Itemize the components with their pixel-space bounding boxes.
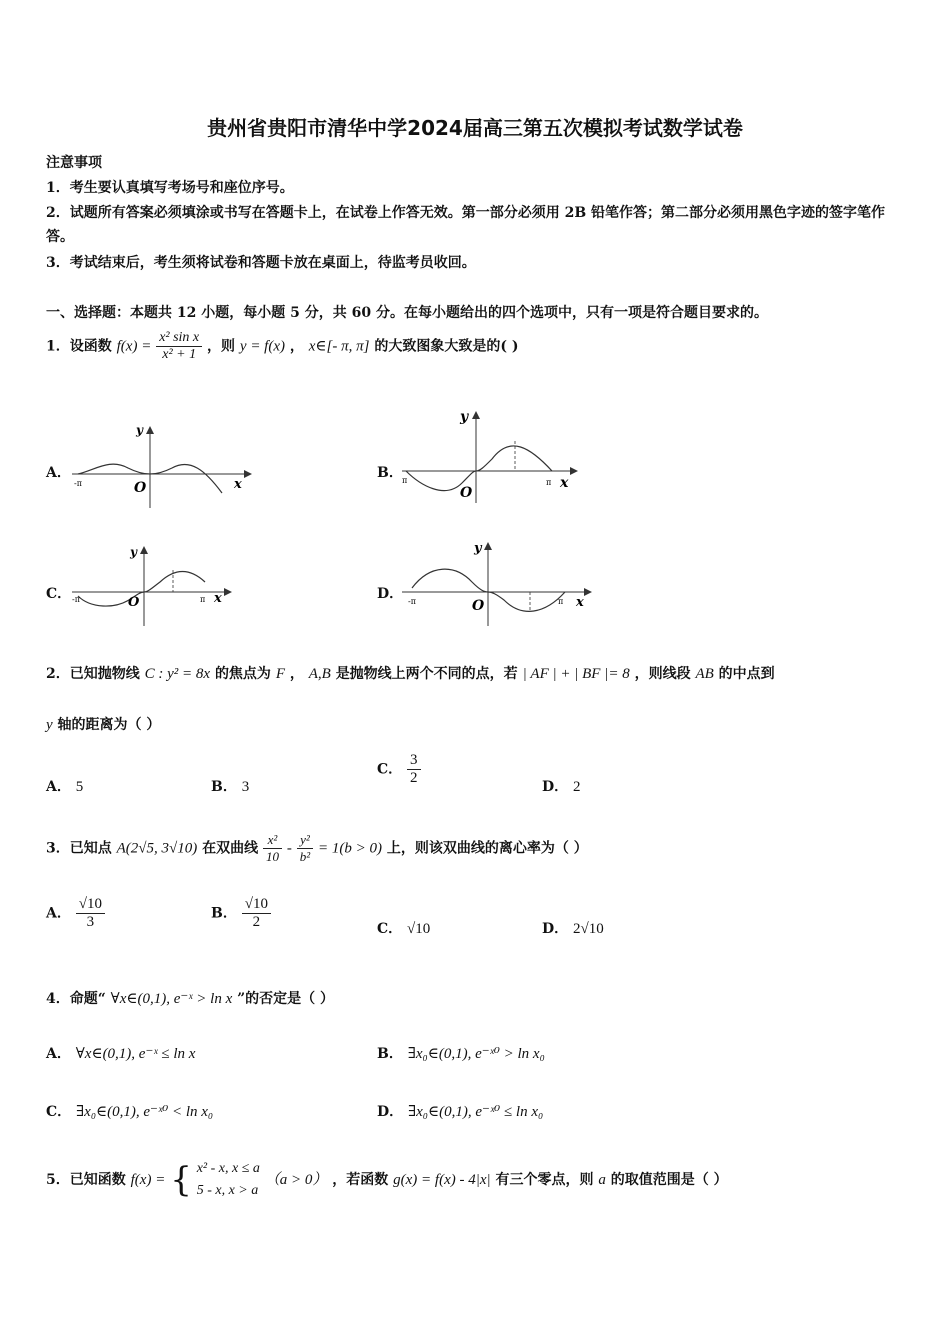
- graph-d-y-arrow: [484, 542, 492, 550]
- question-5: [46, 1158, 728, 1202]
- q3-option-b[interactable]: [211, 896, 271, 931]
- q3-option-c[interactable]: [377, 918, 430, 938]
- q2-text-3: 是抛物线上两个不同的点，若: [335, 666, 518, 682]
- graph-c-x-label: x: [214, 591, 222, 606]
- q5-cases: [197, 1158, 260, 1202]
- q3-text-1: 在双曲线: [202, 840, 259, 857]
- q3-option-a[interactable]: [46, 896, 105, 931]
- q4-option-d-label: D．: [377, 1104, 404, 1120]
- graph-c-y-arrow: [140, 546, 148, 554]
- q2-curve: C : y² = 8x: [144, 666, 211, 682]
- q1-fraction: [156, 330, 202, 363]
- q2-option-d-label: D．: [542, 779, 569, 795]
- q5-g: g(x) = f(x) - 4|x|: [393, 1172, 491, 1188]
- q4-option-c-value: ∃x₀∈(0,1), e⁻ˣ⁰ < ln x₀: [76, 1104, 214, 1120]
- graph-c-y-label: y: [130, 545, 137, 559]
- graph-a-origin: O: [134, 480, 147, 496]
- q4-option-a-label: A．: [46, 1046, 71, 1062]
- q3-minus: -: [286, 840, 292, 857]
- q2-text-4: ，则线段: [634, 666, 691, 682]
- q4-option-d[interactable]: [377, 1101, 543, 1121]
- graph-c-origin: O: [128, 595, 140, 610]
- q3-option-c-value: √10: [407, 921, 431, 937]
- q2-option-a-value: 5: [75, 779, 84, 795]
- q2-text-1: 的焦点为: [214, 666, 271, 682]
- q3-frac-2-num: y²: [297, 832, 313, 849]
- q2-option-b-label: B．: [211, 779, 237, 795]
- q2-option-d[interactable]: [542, 776, 581, 796]
- q4-option-b[interactable]: [377, 1043, 545, 1063]
- notice-item-3: 3．考试结束后，考生须将试卷和答题卡放在桌面上，待监考员收回。: [46, 255, 476, 271]
- notice-heading: 注意事项: [46, 155, 102, 171]
- q1-graph-b[interactable]: [400, 405, 590, 510]
- section-heading: 一、选择题：本题共 12 小题，每小题 5 分，共 60 分。在每小题给出的四个选项中，只有一项是符合题目要求的。: [46, 305, 768, 321]
- q2-yvar: y: [46, 717, 53, 733]
- q3-frac-1: [263, 832, 282, 865]
- q4-option-b-label: B．: [377, 1046, 403, 1062]
- q1-mid: ，则: [207, 338, 236, 355]
- q1-prefix: 1．设函数: [46, 338, 112, 355]
- q1-option-a-label[interactable]: A．: [46, 465, 71, 481]
- graph-a-left-tick: -π: [74, 479, 82, 488]
- graph-a-x-label: x: [234, 477, 242, 492]
- q3-frac-2-den: b²: [299, 849, 311, 864]
- q3-point: A(2√5, 3√10): [116, 840, 198, 857]
- q2-condition: | AF | + | BF |= 8: [522, 666, 630, 682]
- graph-d-y-label: y: [474, 541, 482, 556]
- graph-c-x-arrow: [224, 588, 232, 596]
- question-2-line-2: [46, 714, 160, 734]
- q2-option-c-fraction: [407, 752, 421, 787]
- q2-text-2: ，: [289, 666, 304, 682]
- q3-prefix: 3．已知点: [46, 840, 112, 857]
- q4-proposition: ∀x∈(0,1), e⁻ˣ > ln x: [110, 991, 233, 1007]
- question-3: [46, 832, 588, 865]
- graph-a-y-label: y: [136, 423, 143, 437]
- q5-condition: （a > 0）: [264, 1172, 328, 1188]
- q2-option-c-label: C．: [377, 761, 403, 778]
- q3-frac-2: [297, 832, 313, 865]
- q5-text-3: 的取值范围是（ ）: [610, 1172, 728, 1188]
- q5-case-1: x² - x, x ≤ a: [196, 1161, 260, 1176]
- q4-option-a-value: ∀x∈(0,1), e⁻ˣ ≤ ln x: [75, 1046, 196, 1062]
- graph-b-left-tick: π: [402, 476, 408, 485]
- q3-option-a-label: A．: [46, 905, 71, 922]
- q3-option-d-label: D．: [542, 921, 569, 937]
- graph-b-y-label: y: [460, 409, 469, 425]
- q1-tail: 的大致图象大致是的( ): [374, 338, 519, 355]
- q5-text-2: 有三个零点，则: [495, 1172, 594, 1188]
- graph-b-origin: O: [460, 485, 473, 501]
- q3-option-b-num: √10: [242, 896, 271, 914]
- q2-focus: F: [275, 666, 285, 682]
- graph-b-curve: [406, 446, 552, 491]
- q3-option-c-label: C．: [377, 921, 403, 937]
- q2-option-b-value: 3: [241, 779, 250, 795]
- q4-option-c-label: C．: [46, 1104, 72, 1120]
- graph-b-x-label: x: [560, 475, 569, 491]
- graph-a-y-arrow: [146, 426, 154, 434]
- q2-option-b[interactable]: [211, 776, 249, 796]
- graph-d-x-label: x: [576, 595, 584, 610]
- q3-text-2: 上，则该双曲线的离心率为（ ）: [386, 840, 588, 857]
- q1-comma: ，: [289, 338, 304, 355]
- graph-a-x-arrow: [244, 470, 252, 478]
- q1-y: y = f(x): [239, 338, 286, 355]
- q2-text-6: 轴的距离为（ ）: [57, 717, 161, 733]
- q3-option-d-value: 2√10: [573, 921, 604, 937]
- q4-option-d-value: ∃x₀∈(0,1), e⁻ˣ⁰ ≤ ln x₀: [408, 1104, 544, 1120]
- q3-option-a-num: √10: [76, 896, 105, 914]
- q2-text-5: 的中点到: [718, 666, 775, 682]
- q2-option-a[interactable]: [46, 776, 83, 796]
- q3-option-b-den: 2: [252, 914, 261, 930]
- graph-b-y-arrow: [472, 411, 480, 419]
- q3-option-b-label: B．: [211, 905, 237, 922]
- q4-option-a[interactable]: [46, 1043, 195, 1063]
- q2-segment: AB: [695, 666, 714, 682]
- q3-option-a-fraction: [76, 896, 105, 931]
- q1-fx: f(x) =: [116, 338, 152, 355]
- graph-c-left-tick: -π: [72, 595, 80, 604]
- q1-option-c-label[interactable]: C．: [46, 586, 72, 602]
- q1-graph-a[interactable]: [70, 418, 260, 513]
- q5-case-2: 5 - x, x > a: [196, 1183, 259, 1198]
- q5-text-1: ，若函数: [332, 1172, 389, 1188]
- q2-points: A,B: [308, 666, 331, 682]
- q1-graph-c[interactable]: [70, 540, 240, 632]
- q1-graph-d[interactable]: [400, 536, 600, 630]
- graph-b-x-arrow: [570, 467, 578, 475]
- q1-domain: x∈[- π, π]: [308, 338, 370, 355]
- q4-tail: ”的否定是（ ）: [237, 991, 335, 1007]
- q2-option-a-label: A．: [46, 779, 71, 795]
- q2-option-c-num: 3: [407, 752, 421, 770]
- graph-b-right-tick: π: [546, 478, 552, 487]
- graph-d-left-tick: -π: [408, 597, 416, 606]
- q2-option-c-den: 2: [410, 770, 418, 786]
- q1-frac-num: x² sin x: [156, 330, 202, 347]
- page-title: 贵州省贵阳市清华中学2024届高三第五次模拟考试数学试卷: [207, 116, 743, 140]
- q2-option-d-value: 2: [573, 779, 581, 795]
- q3-option-a-den: 3: [86, 914, 95, 930]
- notice-item-2: 2．试题所有答案必须填涂或书写在答题卡上，在试卷上作答无效。第一部分必须用 2B 铅笔作答；第二部分必须用黑色字迹的签字笔作答。: [46, 205, 886, 245]
- q4-option-c[interactable]: [46, 1101, 213, 1121]
- q2-option-c[interactable]: [377, 752, 421, 787]
- graph-d-x-arrow: [584, 588, 592, 596]
- graph-d-origin: O: [472, 598, 485, 614]
- q4-option-b-value: ∃x₀∈(0,1), e⁻ˣ⁰ > ln x₀: [407, 1046, 545, 1062]
- q5-prefix: 5．已知函数: [46, 1172, 126, 1188]
- q2-prefix: 2．已知抛物线: [46, 666, 140, 682]
- q3-frac-1-den: 10: [266, 849, 279, 864]
- q1-option-d-label[interactable]: D．: [377, 586, 404, 602]
- notice-item-1: 1．考生要认真填写考场号和座位序号。: [46, 180, 294, 196]
- q3-frac-1-num: x²: [263, 832, 282, 849]
- q5-a: a: [598, 1172, 606, 1188]
- question-4: [46, 988, 334, 1008]
- q3-eq: = 1(b > 0): [318, 840, 383, 857]
- question-1: [46, 330, 518, 363]
- graph-c-right-tick: π: [200, 595, 206, 604]
- question-2: [46, 663, 775, 683]
- q3-option-b-fraction: [242, 896, 271, 931]
- graph-c-curve: [78, 572, 205, 607]
- q4-prefix: 4．命题“: [46, 991, 106, 1007]
- graph-d-right-tick: π: [558, 597, 564, 606]
- q5-brace: {: [170, 1160, 192, 1200]
- q3-option-d[interactable]: [542, 918, 604, 938]
- q5-fx: f(x) =: [130, 1172, 166, 1188]
- q1-frac-den: x² + 1: [162, 347, 197, 362]
- q1-option-b-label[interactable]: B．: [377, 465, 403, 481]
